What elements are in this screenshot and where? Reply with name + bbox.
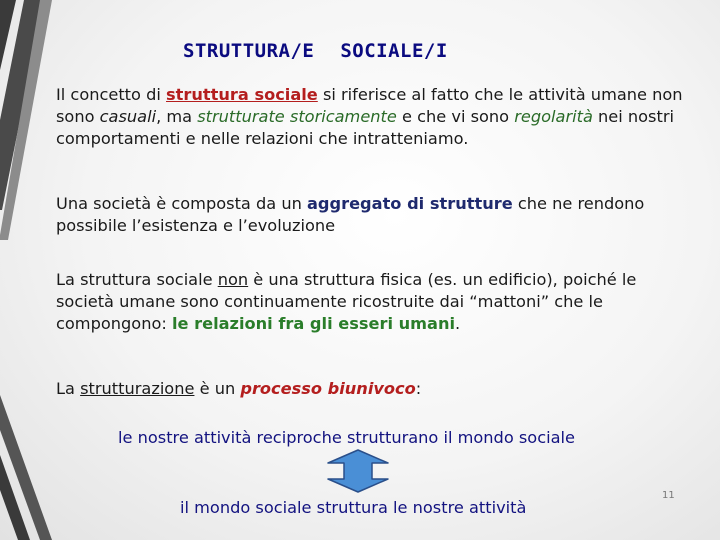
- p2-text-1: Una società è composta da un: [56, 194, 307, 213]
- title-left: STRUTTURA/E: [183, 40, 315, 62]
- term-strutturate-storicamente: strutturate storicamente: [197, 107, 397, 126]
- reciprocal-line-bottom: il mondo sociale struttura le nostre attività: [180, 498, 527, 517]
- slide-title: [183, 40, 448, 62]
- p1-text-7: e che vi sono: [396, 107, 515, 126]
- p1-text-3: si riferisce al fatto che le attività umane non sono: [56, 85, 683, 126]
- p2-text-3: che ne rendono possibile l’esistenza e l’evoluzione: [56, 194, 645, 235]
- term-relazioni-esseri-umani: le relazioni fra gli esseri umani: [171, 314, 456, 333]
- p3-text-5: .: [455, 314, 461, 333]
- page-number: 11: [662, 490, 675, 501]
- term-struttura-sociale: struttura sociale: [166, 85, 318, 104]
- term-regolarita: regolarità: [514, 107, 593, 126]
- term-non: non: [217, 270, 249, 289]
- paragraph-societa: [56, 193, 696, 237]
- reciprocal-line-top: le nostre attività reciproche strutturano il mondo sociale: [118, 428, 575, 447]
- p3-text-1: La struttura sociale: [56, 270, 218, 289]
- p4-text-5: :: [415, 379, 422, 398]
- term-aggregato-di-strutture: aggregato di strutture: [307, 194, 513, 213]
- paragraph-concept: [56, 84, 696, 150]
- p4-text-3: è un: [194, 379, 241, 398]
- paragraph-struttura-non-fisica: [56, 269, 696, 335]
- p3-text-3: è una struttura fisica (es. un edificio), poiché le società umane sono continuamente ricostruite dai “mattoni” che le compongono:: [56, 270, 637, 333]
- term-casuali: casuali: [99, 107, 157, 126]
- p1-text-9: nei nostri comportamenti e nelle relazioni che intratteniamo.: [56, 107, 674, 148]
- double-arrow-up-down-icon: [318, 448, 398, 494]
- term-processo-biunivoco: processo biunivoco: [240, 379, 416, 398]
- p4-text-1: La: [56, 379, 81, 398]
- term-strutturazione: strutturazione: [80, 379, 195, 398]
- paragraph-strutturazione: [56, 378, 696, 400]
- p1-text-1: Il concetto di: [56, 85, 167, 104]
- p1-text-5: , ma: [156, 107, 198, 126]
- title-right: SOCIALE/I: [340, 40, 448, 62]
